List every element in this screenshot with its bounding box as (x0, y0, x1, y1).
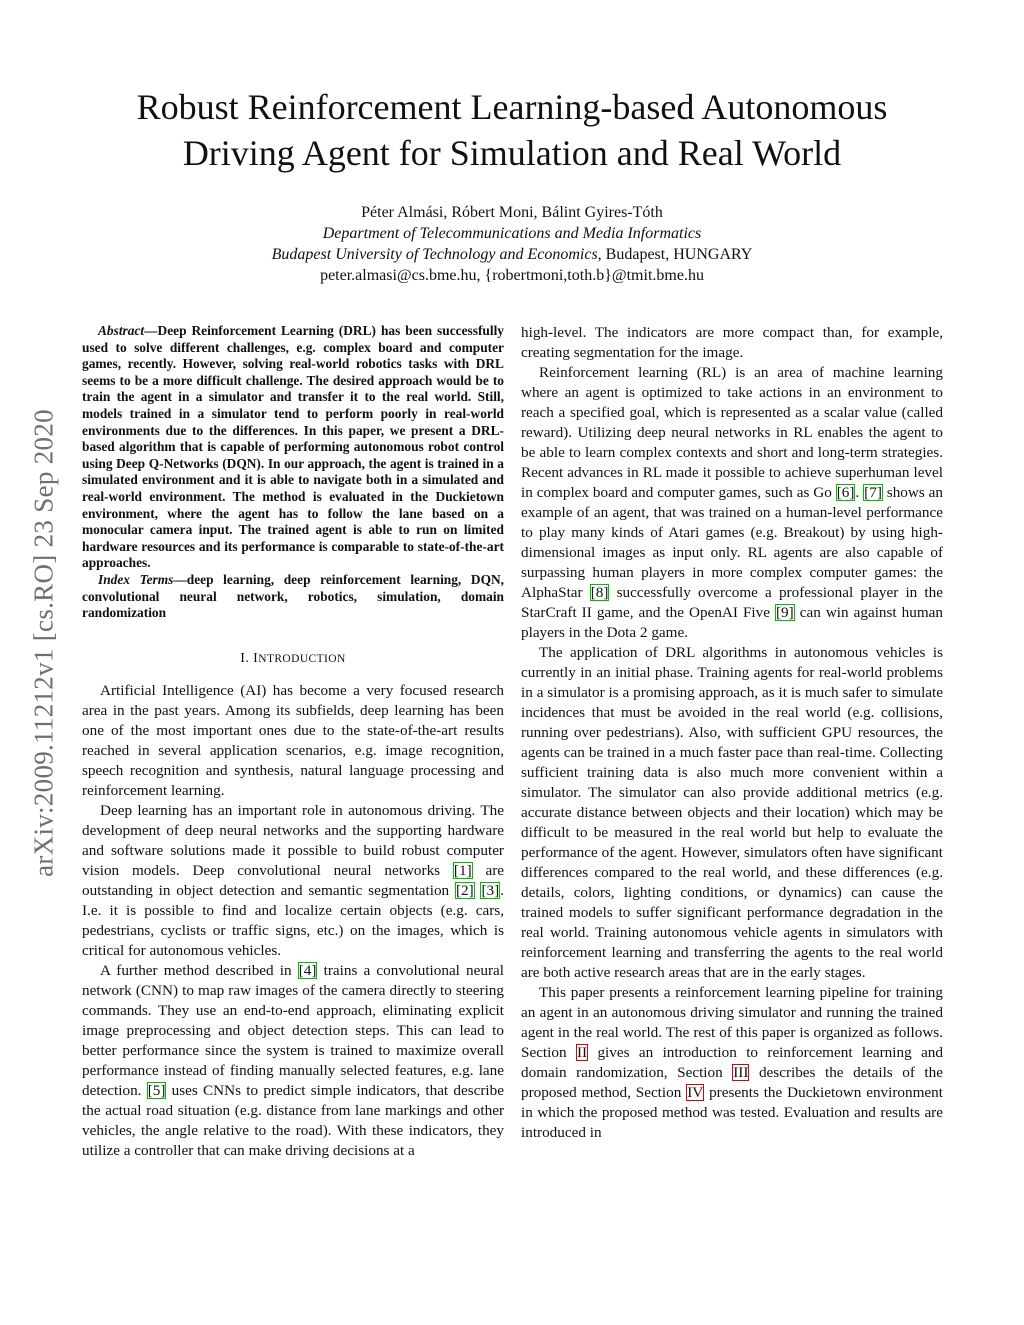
drl-vehicles-paragraph: The application of DRL algorithms in autonomous vehicles is currently in an initial phase. Training agents for real-world problems in a simulator is a promising approach, as it is much safer to simulate incidences that must be avoided in the real world (e.g. collisions, running over pedestrians). Also, with sufficient GPU resources, the agents can be trained in a much faster pace than real-time. Collecting sufficient training data is also much more convenient within a simulator. The simulator can also provide additional metrics (e.g. accurate distance between objects and their location) which may be difficult to be measured in the real world but help to evaluate the performance of the agent. However, simulators often have significant differences compared to the real world, and these differences (e.g. details, colors, lighting conditions, or dynamics) can cause the trained models to suffer significant performance degradation in the real world. Training autonomous vehicle agents in simulators with reinforcement learning and transferring the agents to the real world are both active research areas that are in the early stages. (521, 644, 943, 981)
title-line-1: Robust Reinforcement Learning-based Autonomous (136, 87, 888, 127)
section-title-rest: NTRODUCTION (258, 652, 346, 665)
author-names: Péter Almási, Róbert Moni, Bálint Gyires-Tóth (361, 204, 663, 221)
location: , Budapest, HUNGARY (597, 246, 753, 263)
text-run: A further method described in (100, 961, 298, 979)
title-line-2: Driving Agent for Simulation and Real World (182, 133, 842, 173)
text-run: Reinforcement learning (RL) is an area of machine learning where an agent is optimized to take actions in an environment to reach a specified goal, which is represented as a scalar value (called reward). Utilizing deep neural networks in RL enables the agent to be able to learn complex contexts and short and long-term strategies. Recent advances in RL made it possible to achieve superhuman level in complex board and computer games, such as Go (521, 364, 943, 501)
section-link[interactable]: III (733, 1064, 749, 1081)
text-run: . I.e. it is possible to find and localize certain objects (e.g. cars, pedestrians, cyclists or traffic signs, etc.) on the images, which is critical for autonomous vehicles. (82, 881, 504, 959)
text-run: describes the details of the proposed method, Section (521, 1064, 943, 1101)
intro-paragraph-1: Artificial Intelligence (AI) has become a very focused research area in the past years. Among its subfields, deep learning has been one of the most important ones due to the state-of-the-art results reached in several application scenarios, e.g. image recognition, speech recognition and synthesis, natural language processing and reinforcement learning. (82, 681, 504, 799)
intro-paragraph-2 (82, 801, 504, 961)
right-column (521, 323, 943, 1143)
text-run: trains a convolutional neural network (CNN) to map raw images of the camera directly to steering commands. They use an end-to-end approach, eliminating explicit image preprocessing and object detection steps. This can lead to better performance since the system is trained to maximize overall performance instead of finding manually selected features, e.g. lane detection. (82, 961, 504, 1099)
rl-paragraph (521, 363, 943, 643)
index-terms-label: Index Terms (98, 571, 174, 587)
citation-link[interactable]: [5] (147, 1081, 166, 1099)
section-first-letter: I (253, 650, 259, 666)
text-run: Deep learning has an important role in autonomous driving. The development of deep neural networks and the supporting hardware and software solutions made it possible to build robust computer vision models. Deep convolutional neural networks (82, 801, 504, 879)
section-heading-introduction (82, 651, 504, 667)
index-terms-dash: — (173, 571, 187, 587)
citation-link[interactable]: [9] (776, 604, 794, 621)
section-link[interactable]: IV (687, 1084, 704, 1101)
citation-link[interactable]: [8] (590, 584, 609, 601)
left-column (82, 323, 504, 1161)
text-run: This paper presents a reinforcement learning pipeline for training an agent in an autonomous driving simulator and running the trained agent in the real world. The rest of this paper is organized as follows. Section (521, 984, 943, 1061)
text-run: can win against human players in the Dota 2 game. (521, 604, 943, 641)
citation-link[interactable]: [7] (864, 484, 882, 501)
author-emails: peter.almasi@cs.bme.hu, {robertmoni,toth.b}@tmit.bme.hu (320, 267, 704, 284)
section-numeral: I. (240, 650, 254, 666)
paper-title (60, 84, 964, 176)
affiliation (60, 244, 964, 265)
arxiv-stamp: arXiv:2009.11212v1 [cs.RO] 23 Sep 2020 (28, 409, 59, 877)
citation-link[interactable]: [2] (455, 881, 474, 899)
index-terms (82, 572, 504, 622)
citation-link[interactable]: [6] (836, 484, 855, 501)
department: Department of Telecommunications and Media Informatics (322, 225, 702, 242)
paper-outline-paragraph (521, 983, 943, 1143)
author-block (60, 202, 964, 286)
abstract-text: Deep Reinforcement Learning (DRL) has been successfully used to solve different challenges, e.g. complex board and computer games, recently. However, solving real-world robotics tasks with DRL seems to be a more difficult challenge. The desired approach would be to train the agent in a simulator and transfer it to the real world. Still, models trained in a simulator tend to perform poorly in real-world environments due to the differences. In this paper, we present a DRL-based algorithm that is capable of performing autonomous robot control using Deep Q-Networks (DQN). In our approach, the agent is trained in a simulated environment and it is able to navigate both in a simulated and real-world environment. The method is evaluated in the Duckietown environment, where the agent has to follow the lane based on a monocular camera input. The trained agent is able to run on limited hardware resources and its performance is comparable to state-of-the-art approaches. (82, 323, 504, 571)
index-terms-text: deep learning, deep reinforcement learning, DQN, convolutional neural network, robotics, simulation, domain randomization (82, 571, 505, 621)
text-run: . (855, 484, 864, 501)
citation-link[interactable]: [3] (481, 881, 500, 899)
text-run: uses CNNs to predict simple indicators, that describe the actual road situation (e.g. distance from lane markings and other vehicles, the angle relative to the road). With these indicators, they utilize a controller that can make driving decisions at a (82, 1081, 504, 1159)
abstract-label: Abstract (98, 323, 145, 338)
text-run: are outstanding in object detection and semantic segmentation (82, 861, 505, 899)
text-run: presents the Duckietown environment in which the proposed method was tested. Evaluation and results are introduced in (521, 1084, 943, 1141)
university: Budapest University of Technology and Economics (271, 246, 598, 263)
abstract-dash: — (144, 323, 158, 338)
text-run: shows an example of an agent, that was trained on a human-level performance to play many kinds of Atari games (e.g. Breakout) by using high-dimensional images as input only. RL agents are also capable of surpassing human players in more complex computer games: the AlphaStar (521, 484, 944, 601)
text-run: successfully overcome a professional player in the StarCraft II game, and the OpenAI Five (521, 584, 943, 621)
intro-paragraph-3 (82, 961, 504, 1161)
abstract (82, 323, 504, 572)
continued-paragraph: high-level. The indicators are more compact than, for example, creating segmentation for the image. (521, 324, 943, 361)
section-link[interactable]: II (576, 1044, 588, 1061)
citation-link[interactable]: [4] (298, 961, 317, 979)
text-run: gives an introduction to reinforcement learning and domain randomization, Section (521, 1044, 943, 1081)
citation-link[interactable]: [1] (453, 861, 472, 879)
